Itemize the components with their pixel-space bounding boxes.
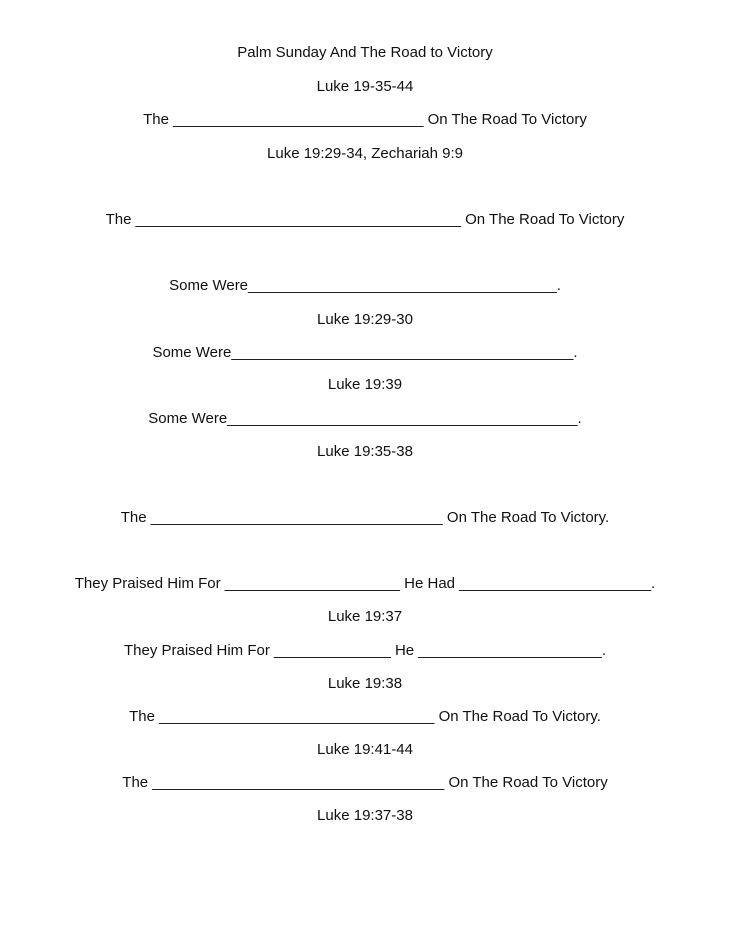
scripture-reference: Luke 19:38 — [327, 675, 403, 692]
scripture-reference: Luke 19:41-44 — [317, 741, 413, 758]
fill-in-line: The ___________________________________ On The Road To Victory — [122, 774, 608, 791]
fill-in-line: The ___________________________________ On The Road To Victory. — [120, 509, 610, 526]
scripture-reference: Luke 19:29-34, Zechariah 9:9 — [267, 145, 463, 162]
fill-in-line: Some Were__________________________________________. — [148, 410, 582, 427]
scripture-reference: Luke 19:37 — [327, 608, 403, 625]
fill-in-line: The _______________________________________ On The Road To Victory — [105, 211, 625, 228]
worksheet-title: Palm Sunday And The Road to Victory — [237, 44, 493, 61]
scripture-reference: Luke 19-35-44 — [316, 78, 414, 95]
fill-in-line: Some Were_________________________________________. — [152, 344, 578, 361]
fill-in-line: They Praised Him For _____________________ He Had _______________________. — [74, 575, 656, 592]
fill-in-line: The ______________________________ On The Road To Victory — [143, 111, 587, 128]
scripture-reference: Luke 19:29-30 — [317, 311, 413, 328]
scripture-reference: Luke 19:39 — [327, 376, 403, 393]
fill-in-line: The _________________________________ On The Road To Victory. — [129, 708, 601, 725]
fill-in-line: They Praised Him For ______________ He ______________________. — [123, 642, 607, 659]
scripture-reference: Luke 19:37-38 — [317, 807, 413, 824]
fill-in-line: Some Were_____________________________________. — [169, 277, 561, 294]
scripture-reference: Luke 19:35-38 — [317, 443, 413, 460]
